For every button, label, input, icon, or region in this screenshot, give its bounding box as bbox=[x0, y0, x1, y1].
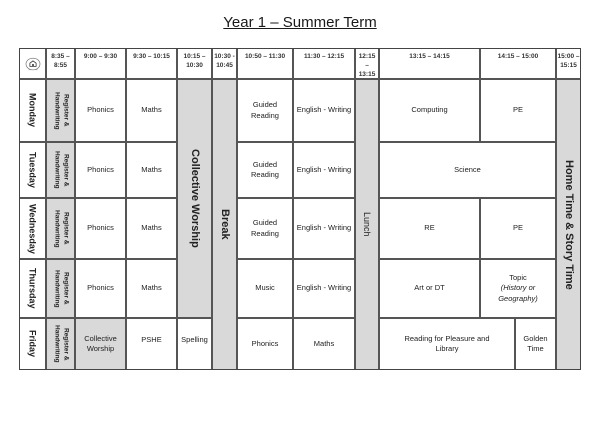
thu-session-5: Art or DT bbox=[379, 259, 480, 318]
day-wednesday: Wednesday bbox=[19, 198, 46, 259]
tue-session-5: Science bbox=[379, 142, 556, 198]
time-header-1415: 14:15 – 15:00 bbox=[480, 48, 556, 79]
mon-session-1: Phonics bbox=[75, 79, 126, 142]
mon-session-2: Maths bbox=[126, 79, 177, 142]
wed-session-2: Maths bbox=[126, 198, 177, 259]
mon-session-5: Computing bbox=[379, 79, 480, 142]
tue-session-1: Phonics bbox=[75, 142, 126, 198]
topic-label: Topic bbox=[509, 273, 527, 283]
time-header-1130: 11:30 – 12:15 bbox=[293, 48, 355, 79]
logo-cell bbox=[19, 48, 46, 79]
time-header-1015: 10:15 – 10:30 bbox=[177, 48, 212, 79]
topic-note: (History or Geography) bbox=[498, 283, 538, 303]
mon-session-6: PE bbox=[480, 79, 556, 142]
day-friday: Friday bbox=[19, 318, 46, 370]
home-time-block: Home Time & Story Time bbox=[556, 79, 581, 370]
register-wednesday: Register & Handwriting bbox=[46, 198, 75, 259]
time-header-1215: 12:15 – 13:15 bbox=[355, 48, 379, 79]
time-header-1500: 15:00 – 15:15 bbox=[556, 48, 581, 79]
thu-session-4: English - Writing bbox=[293, 259, 355, 318]
fri-session-5: Reading for Pleasure and Library bbox=[379, 318, 515, 370]
fri-session-2: PSHE bbox=[126, 318, 177, 370]
fri-session-1: Collective Worship bbox=[75, 318, 126, 370]
collective-worship-block: Collective Worship bbox=[177, 79, 212, 318]
tue-session-4: English - Writing bbox=[293, 142, 355, 198]
thu-session-3: Music bbox=[237, 259, 293, 318]
time-header-0835: 8:35 – 8:55 bbox=[46, 48, 75, 79]
lunch-block: Lunch bbox=[355, 79, 379, 370]
break-block: Break bbox=[212, 79, 237, 370]
thu-session-1: Phonics bbox=[75, 259, 126, 318]
fri-session-4: Maths bbox=[293, 318, 355, 370]
register-monday: Register & Handwriting bbox=[46, 79, 75, 142]
fri-session-2b: Spelling bbox=[177, 318, 212, 370]
time-header-0900: 9:00 – 9:30 bbox=[75, 48, 126, 79]
wed-session-4: English - Writing bbox=[293, 198, 355, 259]
register-thursday: Register & Handwriting bbox=[46, 259, 75, 318]
day-tuesday: Tuesday bbox=[19, 142, 46, 198]
tue-session-2: Maths bbox=[126, 142, 177, 198]
mon-session-4: English - Writing bbox=[293, 79, 355, 142]
fri-session-6: Golden Time bbox=[515, 318, 556, 370]
page-title: Year 1 – Summer Term bbox=[223, 14, 377, 31]
wed-session-3: Guided Reading bbox=[237, 198, 293, 259]
wed-session-5: RE bbox=[379, 198, 480, 259]
register-tuesday: Register & Handwriting bbox=[46, 142, 75, 198]
time-header-1315: 13:15 – 14:15 bbox=[379, 48, 480, 79]
thu-session-2: Maths bbox=[126, 259, 177, 318]
thu-session-6 bbox=[480, 259, 556, 318]
time-header-1030: 10:30 - 10:45 bbox=[212, 48, 237, 79]
time-header-1050: 10:50 – 11:30 bbox=[237, 48, 293, 79]
day-thursday: Thursday bbox=[19, 259, 46, 318]
wed-session-1: Phonics bbox=[75, 198, 126, 259]
mon-session-3: Guided Reading bbox=[237, 79, 293, 142]
fri-session-3: Phonics bbox=[237, 318, 293, 370]
time-header-0930: 9:30 – 10:15 bbox=[126, 48, 177, 79]
wed-session-6: PE bbox=[480, 198, 556, 259]
tue-session-3: Guided Reading bbox=[237, 142, 293, 198]
register-friday: Register & Handwriting bbox=[46, 318, 75, 370]
day-monday: Monday bbox=[19, 79, 46, 142]
timetable bbox=[19, 48, 581, 370]
school-logo-icon bbox=[25, 57, 41, 71]
